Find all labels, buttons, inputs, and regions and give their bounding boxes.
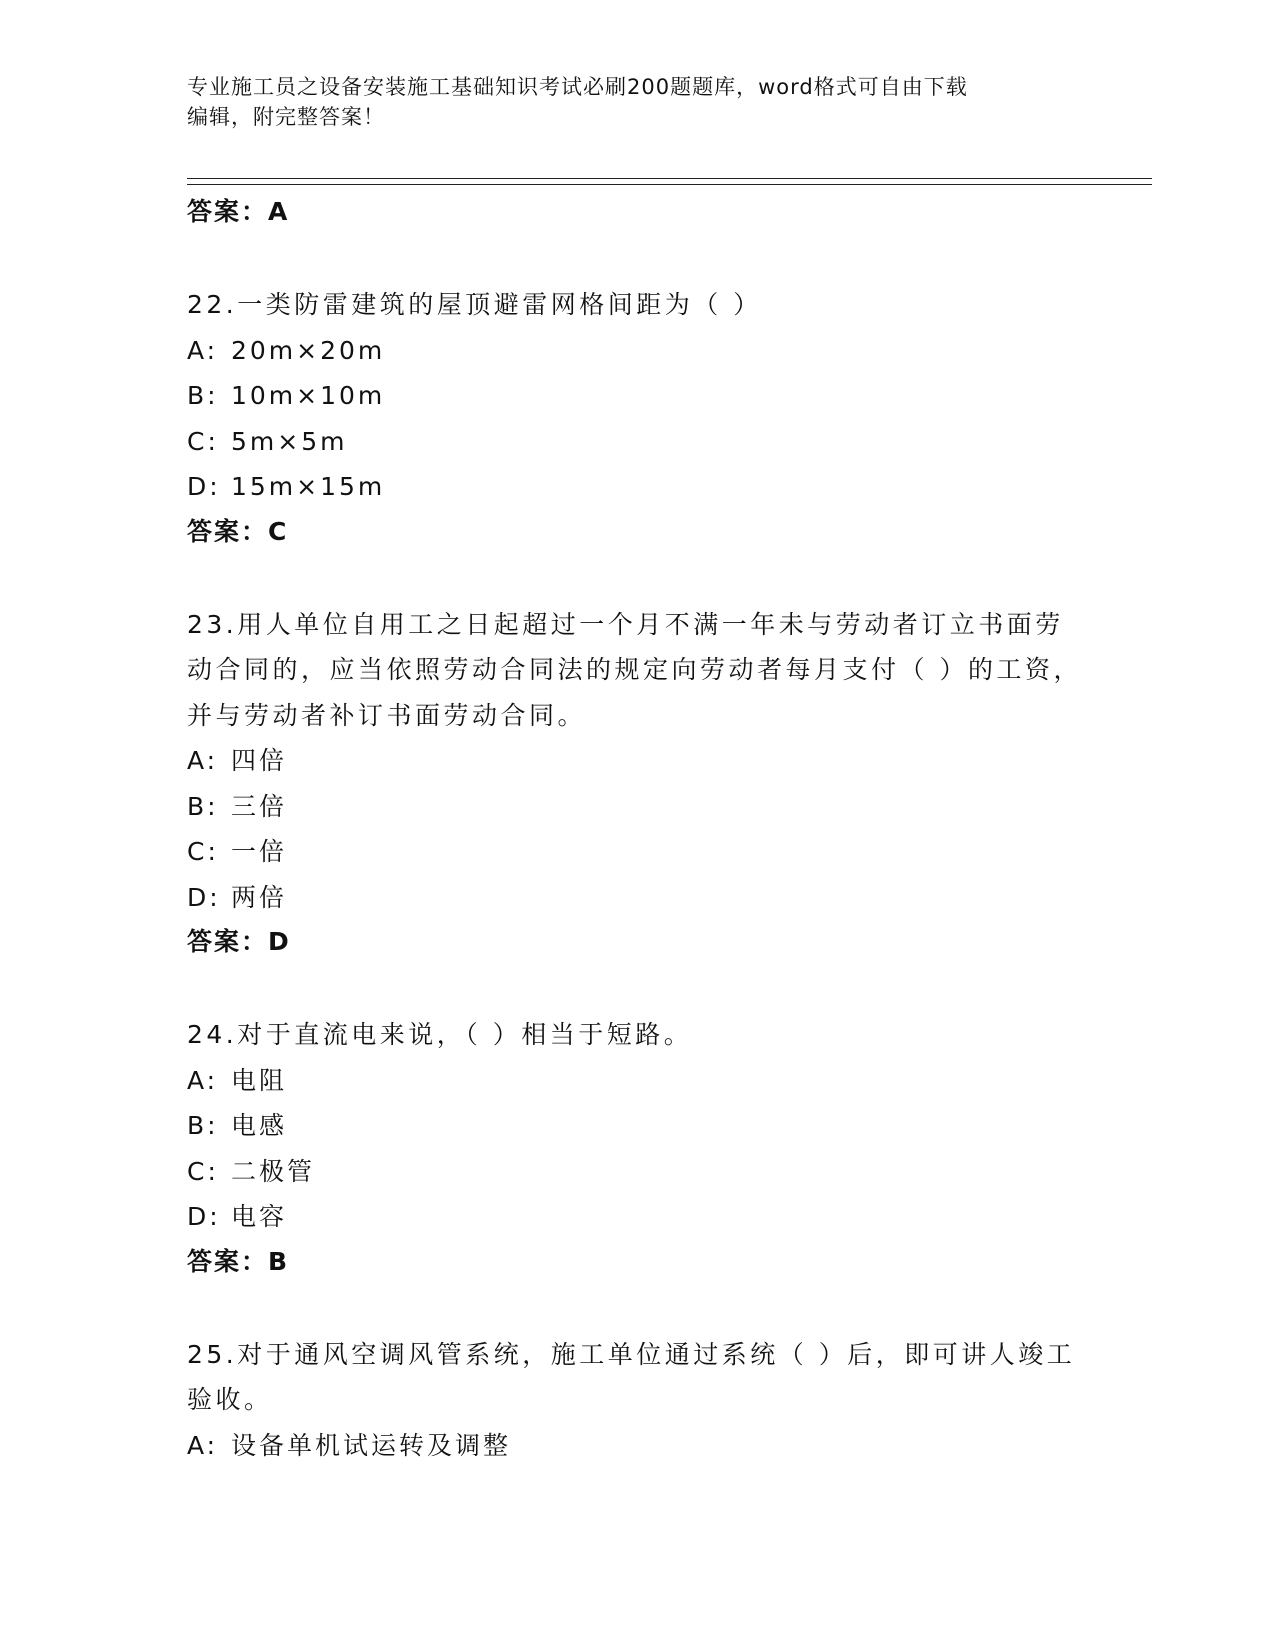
answer-line: 答案：B <box>187 1246 290 1276</box>
option-letter: A: <box>187 746 219 775</box>
option-letter: A: <box>187 335 219 365</box>
option-a <box>187 328 1087 374</box>
option-a <box>187 1423 1087 1469</box>
question-list <box>187 190 1087 1468</box>
option-letter: A: <box>187 1065 219 1095</box>
option-letter: D: <box>187 472 221 501</box>
option-text: 电阻 <box>231 1065 288 1095</box>
question-text: 22.一类防雷建筑的屋顶避雷网格间距为（ ） <box>187 290 762 319</box>
option-letter: B: <box>187 791 219 821</box>
question-block <box>187 1012 1087 1284</box>
spacer <box>187 234 1087 282</box>
header-title-line-1: 专业施工员之设备安装施工基础知识考试必刷200题题库，word格式可自由下载 <box>187 75 968 99</box>
spacer <box>187 554 1087 602</box>
option-text: 电感 <box>231 1111 288 1140</box>
option-text: 15m×15m <box>231 472 386 501</box>
option-text: 20m×20m <box>231 335 386 365</box>
header-divider <box>187 178 1152 185</box>
option-letter: D: <box>187 1202 221 1231</box>
option-c <box>187 829 1087 875</box>
option-text: 5m×5m <box>231 426 348 456</box>
option-letter: D: <box>187 882 221 912</box>
option-c <box>187 419 1087 465</box>
option-c <box>187 1149 1087 1195</box>
option-b <box>187 784 1087 830</box>
option-text: 两倍 <box>231 882 288 912</box>
header-title-line-2: 编辑，附完整答案！ <box>187 105 385 129</box>
question-block <box>187 602 1087 965</box>
option-b <box>187 1103 1087 1149</box>
option-d <box>187 875 1087 921</box>
question-block <box>187 282 1087 554</box>
option-letter: C: <box>187 1156 219 1186</box>
option-text: 四倍 <box>231 746 288 775</box>
answer-line: 答案：A <box>187 197 290 226</box>
spacer <box>187 1284 1087 1332</box>
option-text: 三倍 <box>231 791 288 821</box>
option-text: 一倍 <box>231 837 288 866</box>
option-text: 10m×10m <box>231 381 386 410</box>
option-letter: B: <box>187 1111 219 1140</box>
option-text: 设备单机试运转及调整 <box>231 1430 512 1460</box>
answer-line: 答案：D <box>187 927 291 956</box>
option-d <box>187 464 1087 510</box>
option-letter: B: <box>187 381 219 410</box>
option-text: 电容 <box>231 1202 288 1231</box>
option-letter: A: <box>187 1430 219 1460</box>
option-letter: C: <box>187 426 219 456</box>
page-header <box>187 72 1067 132</box>
question-text: 23.用人单位自用工之日起超过一个月不满一年未与劳动者订立书面劳动合同的，应当依照劳动合同法的规定向劳动者每月支付（ ）的工资，并与劳动者补订书面劳动合同。 <box>187 609 1082 730</box>
option-d <box>187 1194 1087 1240</box>
option-a <box>187 738 1087 784</box>
question-block <box>187 1332 1087 1469</box>
option-a <box>187 1058 1087 1104</box>
option-letter: C: <box>187 837 219 866</box>
option-b <box>187 373 1087 419</box>
option-text: 二极管 <box>231 1156 316 1186</box>
question-text: 25.对于通风空调风管系统，施工单位通过系统（ ）后，即可讲人竣工验收。 <box>187 1339 1076 1414</box>
question-text: 24.对于直流电来说，（ ）相当于短路。 <box>187 1020 693 1049</box>
answer-line: 答案：C <box>187 516 289 546</box>
spacer <box>187 964 1087 1012</box>
